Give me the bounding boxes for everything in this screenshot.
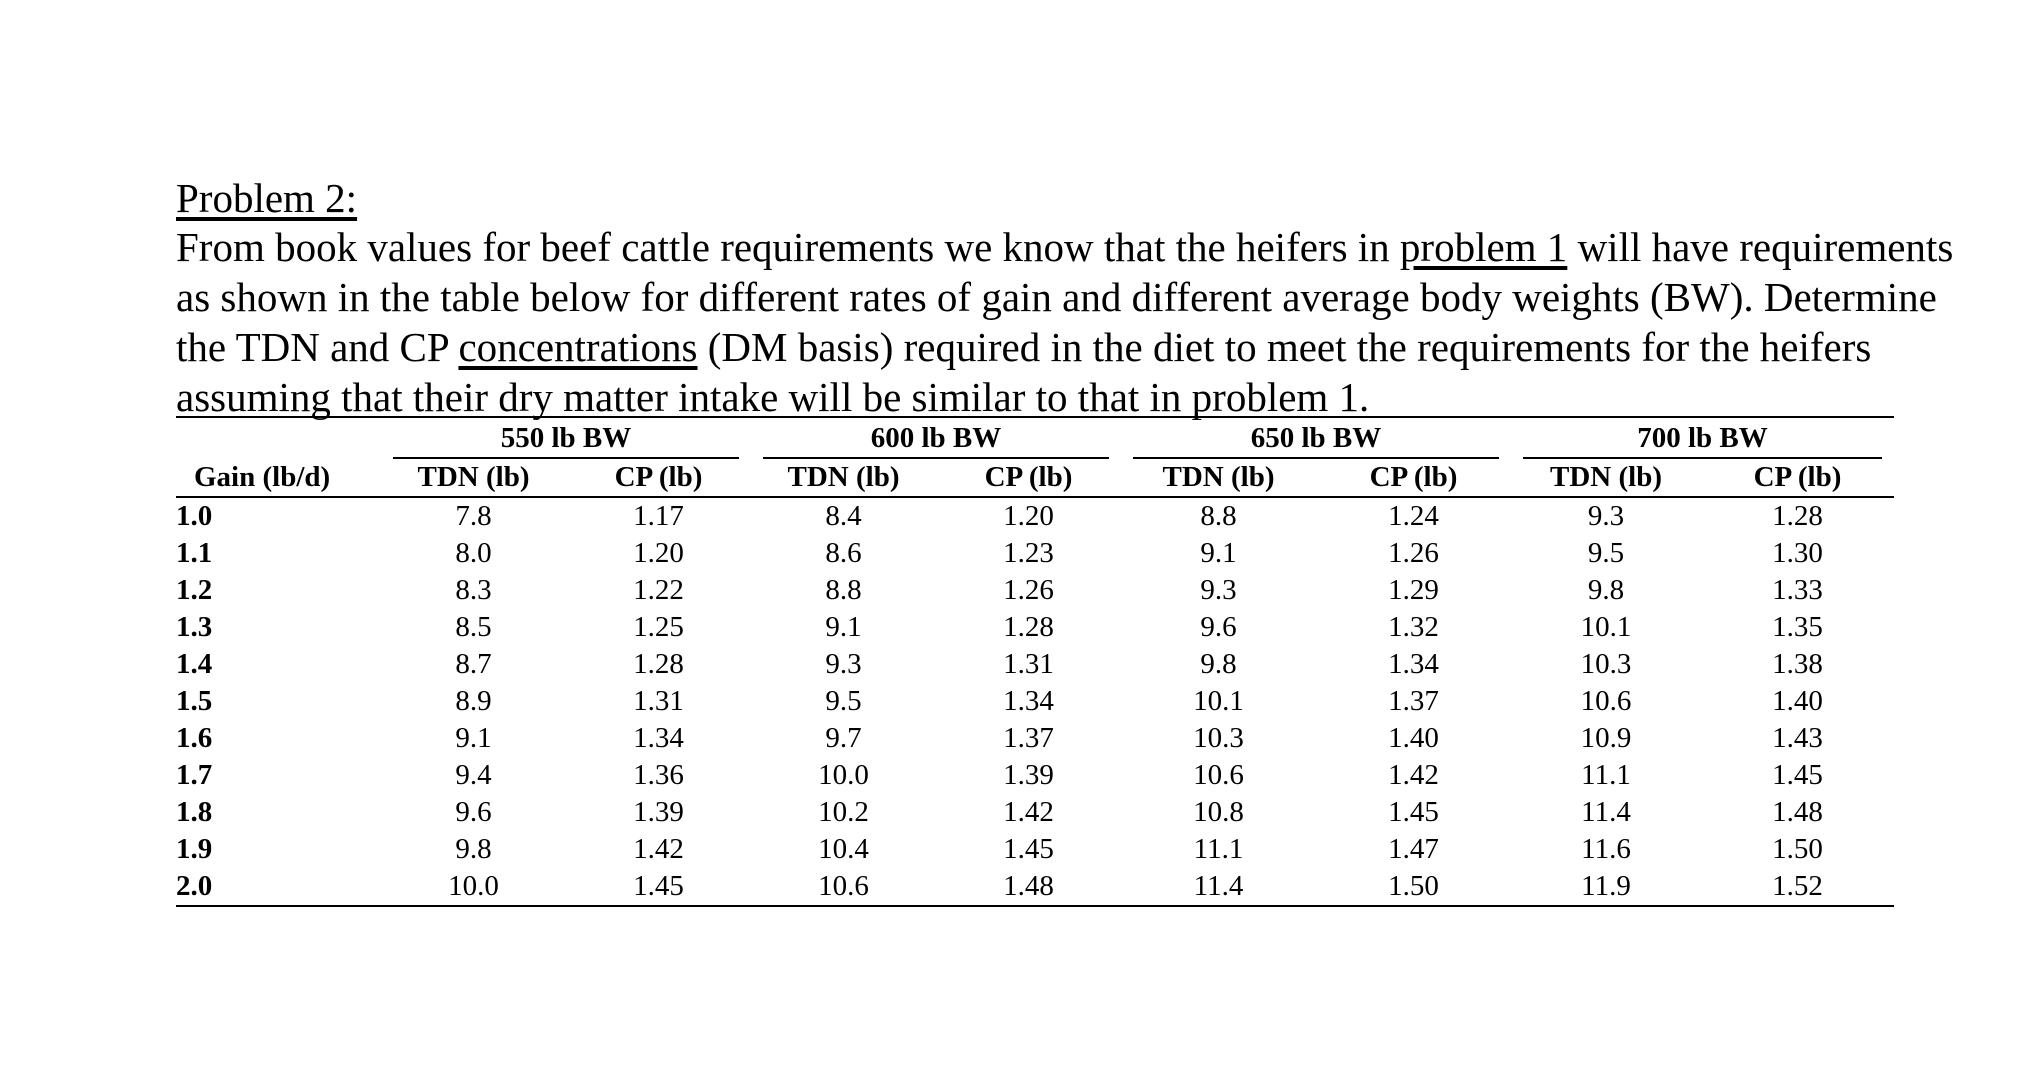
cp-value: 1.45 <box>633 870 684 902</box>
cp-value: 1.45 <box>1003 833 1054 865</box>
tdn-value: 9.4 <box>455 759 492 791</box>
table-row <box>176 794 1894 831</box>
cp-value: 1.37 <box>1388 685 1439 717</box>
tdn-value: 10.2 <box>818 796 869 828</box>
gain-value: 1.7 <box>176 759 213 791</box>
gain-value: 1.5 <box>176 685 213 717</box>
tdn-value: 11.9 <box>1581 870 1631 902</box>
table-row <box>176 720 1894 757</box>
tdn-value: 11.1 <box>1193 833 1244 865</box>
tdn-value: 10.0 <box>448 870 499 902</box>
tdn-value: 10.1 <box>1580 611 1632 643</box>
tdn-value: 9.1 <box>825 611 862 643</box>
cp-value: 1.31 <box>633 685 684 717</box>
cp-header: CP (lb) <box>1316 459 1511 497</box>
gain-value: 1.6 <box>176 722 213 754</box>
cp-value: 1.29 <box>1388 574 1439 606</box>
tdn-header: TDN (lb) <box>1121 459 1316 497</box>
tdn-value: 10.1 <box>1193 685 1244 717</box>
cp-value: 1.20 <box>1003 500 1054 532</box>
tdn-value: 8.7 <box>455 648 492 680</box>
tdn-value: 11.1 <box>1581 759 1631 791</box>
column-header-row <box>176 459 1894 497</box>
problem-1-link[interactable]: problem 1 <box>1399 224 1568 270</box>
requirements-table <box>176 416 1894 907</box>
tdn-value: 11.4 <box>1581 796 1631 828</box>
tdn-header: TDN (lb) <box>1511 459 1701 497</box>
cp-value: 1.40 <box>1772 685 1823 717</box>
table-row <box>176 535 1894 572</box>
cp-value: 1.23 <box>1003 537 1054 569</box>
group-header-600: 600 lb BW <box>751 417 1121 459</box>
gain-header: Gain (lb/d) <box>176 459 381 497</box>
group-header-650: 650 lb BW <box>1121 417 1511 459</box>
tdn-value: 9.1 <box>455 722 492 754</box>
tdn-header: TDN (lb) <box>381 459 566 497</box>
tdn-value: 8.8 <box>825 574 862 606</box>
gain-value: 1.3 <box>176 611 213 643</box>
gain-value: 1.2 <box>176 574 213 606</box>
cp-value: 1.50 <box>1772 833 1823 865</box>
gain-value: 1.9 <box>176 833 213 865</box>
tdn-value: 8.8 <box>1200 500 1237 532</box>
group-header-550: 550 lb BW <box>381 417 751 459</box>
tdn-value: 8.9 <box>455 685 492 717</box>
cp-value: 1.39 <box>633 796 684 828</box>
cp-value: 1.50 <box>1388 870 1439 902</box>
tdn-value: 10.3 <box>1580 648 1632 680</box>
tdn-value: 10.4 <box>818 833 869 865</box>
cp-value: 1.52 <box>1772 870 1823 902</box>
tdn-value: 9.6 <box>455 796 492 828</box>
tdn-value: 9.3 <box>825 648 862 680</box>
tdn-value: 8.4 <box>825 500 862 532</box>
cp-value: 1.48 <box>1003 870 1054 902</box>
tdn-header: TDN (lb) <box>751 459 936 497</box>
tdn-value: 8.3 <box>455 574 492 606</box>
tdn-value: 8.5 <box>455 611 492 643</box>
cp-value: 1.28 <box>1003 611 1054 643</box>
tdn-value: 9.8 <box>1200 648 1237 680</box>
table-row <box>176 757 1894 794</box>
bw-group-row <box>176 417 1894 459</box>
cp-value: 1.34 <box>1003 685 1054 717</box>
cp-value: 1.43 <box>1772 722 1823 754</box>
tdn-value: 10.0 <box>818 759 869 791</box>
cp-value: 1.28 <box>633 648 684 680</box>
table-row <box>176 609 1894 646</box>
cp-value: 1.34 <box>633 722 684 754</box>
group-header-700: 700 lb BW <box>1511 417 1894 459</box>
cp-value: 1.17 <box>633 500 684 532</box>
cp-value: 1.45 <box>1772 759 1823 791</box>
tdn-value: 9.1 <box>1200 537 1237 569</box>
cp-value: 1.40 <box>1388 722 1439 754</box>
cp-value: 1.26 <box>1003 574 1054 606</box>
cp-value: 1.37 <box>1003 722 1054 754</box>
cp-value: 1.48 <box>1772 796 1823 828</box>
table-body <box>176 497 1894 906</box>
tdn-value: 10.8 <box>1193 796 1244 828</box>
table-row <box>176 868 1894 906</box>
gain-value: 1.8 <box>176 796 213 828</box>
problem-text <box>176 174 1956 422</box>
problem-paragraph <box>176 222 1956 422</box>
table-row <box>176 497 1894 535</box>
cp-value: 1.42 <box>633 833 684 865</box>
gain-value: 1.4 <box>176 648 213 680</box>
table-row <box>176 831 1894 868</box>
cp-value: 1.31 <box>1003 648 1054 680</box>
tdn-value: 9.3 <box>1200 574 1237 606</box>
table-row <box>176 572 1894 609</box>
cp-value: 1.28 <box>1772 500 1823 532</box>
tdn-value: 9.6 <box>1200 611 1237 643</box>
cp-value: 1.33 <box>1772 574 1823 606</box>
table-row <box>176 683 1894 720</box>
paragraph-part-2: will have requirements as shown in the table below for different rates of gain and different average body weights (BW). Determine the TDN and CP <box>176 224 1954 370</box>
tdn-value: 11.4 <box>1193 870 1244 902</box>
paragraph-part-1: From book values for beef cattle requirements we know that the heifers in <box>176 224 1400 270</box>
cp-value: 1.42 <box>1388 759 1439 791</box>
tdn-value: 7.8 <box>455 500 492 532</box>
cp-value: 1.36 <box>633 759 684 791</box>
cp-value: 1.39 <box>1003 759 1054 791</box>
cp-value: 1.47 <box>1388 833 1439 865</box>
cp-value: 1.35 <box>1772 611 1823 643</box>
tdn-value: 9.3 <box>1587 500 1625 532</box>
cp-value: 1.34 <box>1388 648 1439 680</box>
tdn-value: 10.3 <box>1193 722 1244 754</box>
tdn-value: 8.6 <box>825 537 862 569</box>
cp-value: 1.30 <box>1772 537 1823 569</box>
tdn-value: 9.5 <box>825 685 862 717</box>
cp-header: CP (lb) <box>566 459 751 497</box>
cp-value: 1.25 <box>633 611 684 643</box>
problem-heading: Problem 2: <box>176 175 358 221</box>
tdn-value: 9.7 <box>825 722 862 754</box>
cp-value: 1.20 <box>633 537 684 569</box>
tdn-value: 10.6 <box>1193 759 1244 791</box>
cp-value: 1.32 <box>1388 611 1439 643</box>
cp-header: CP (lb) <box>936 459 1121 497</box>
cp-header: CP (lb) <box>1701 459 1894 497</box>
cp-value: 1.45 <box>1388 796 1439 828</box>
cp-value: 1.24 <box>1388 500 1439 532</box>
table-row <box>176 646 1894 683</box>
cp-value: 1.26 <box>1388 537 1439 569</box>
concentrations-emphasis: concentrations <box>458 324 698 370</box>
tdn-value: 10.9 <box>1580 722 1632 754</box>
tdn-value: 11.6 <box>1581 833 1631 865</box>
cp-value: 1.38 <box>1772 648 1823 680</box>
gain-value: 1.1 <box>176 537 213 569</box>
cp-value: 1.42 <box>1003 796 1054 828</box>
cp-value: 1.22 <box>633 574 684 606</box>
tdn-value: 8.0 <box>455 537 492 569</box>
tdn-value: 10.6 <box>1580 685 1632 717</box>
tdn-value: 10.6 <box>818 870 869 902</box>
tdn-value: 9.8 <box>455 833 492 865</box>
paragraph-part-3: (DM basis) required in the diet to meet the requirements for the heifers assuming that their dry matter intake will be similar to that in problem 1. <box>176 324 1872 420</box>
tdn-value: 9.5 <box>1587 537 1625 569</box>
blank-header <box>176 417 381 459</box>
tdn-value: 9.8 <box>1587 574 1625 606</box>
gain-value: 2.0 <box>176 870 213 902</box>
gain-value: 1.0 <box>176 500 213 532</box>
